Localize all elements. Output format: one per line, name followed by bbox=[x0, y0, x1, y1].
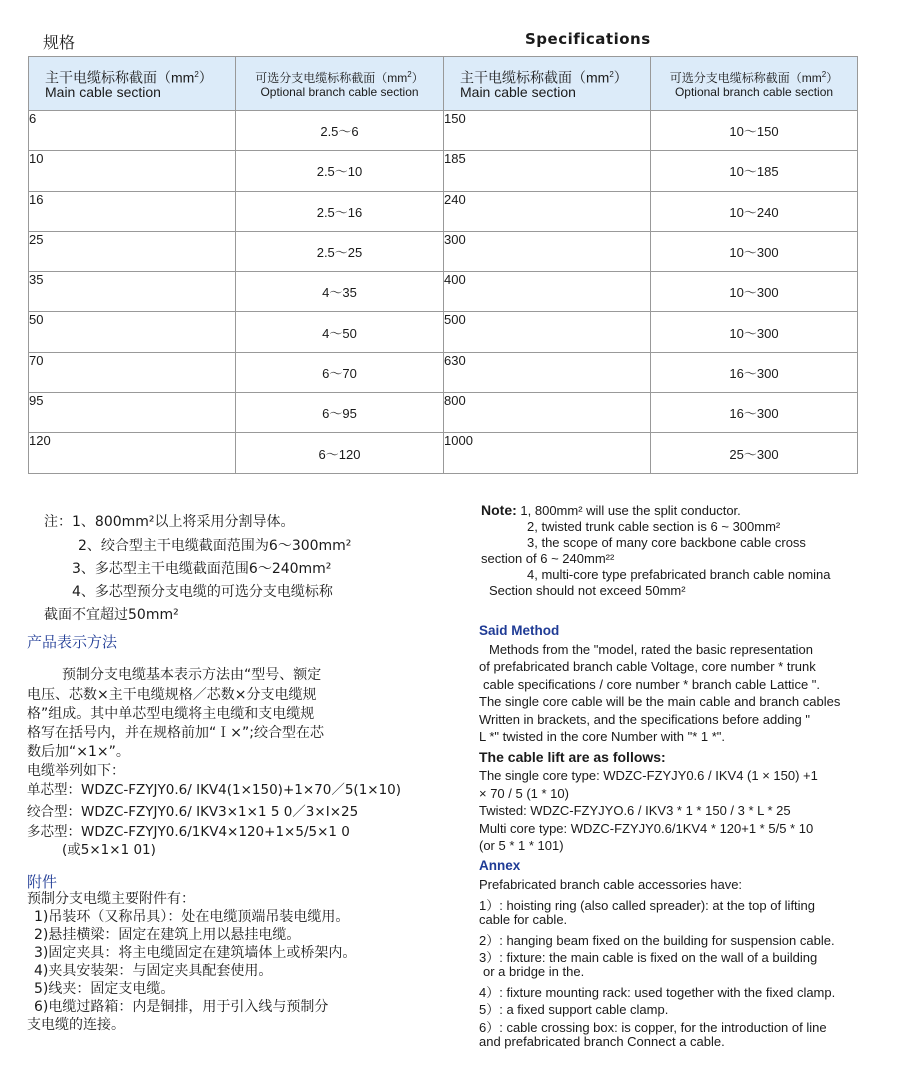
cell-main-section: 6 bbox=[29, 111, 236, 151]
en-note-line: section of 6 ~ 240mm²² bbox=[481, 551, 615, 566]
en-note-line: 3, the scope of many core backbone cable cross bbox=[527, 535, 806, 550]
cn-example-alt: (或5×1×1 01) bbox=[62, 842, 156, 858]
header-close: ） bbox=[411, 71, 424, 85]
cell-main-section: 95 bbox=[29, 393, 236, 433]
cell-main-section: 35 bbox=[29, 272, 236, 312]
cell-main-section: 16 bbox=[29, 191, 236, 231]
cell-branch-section: 4～35 bbox=[236, 272, 444, 312]
cn-method-line: 电缆举列如下： bbox=[27, 763, 125, 779]
en-annex-line: 6）: cable crossing box: is copper, for the introduction of line bbox=[479, 1020, 827, 1035]
cell-branch-section: 6～120 bbox=[236, 433, 444, 473]
cell-main-section: 10 bbox=[29, 151, 236, 191]
header-sup: 2 bbox=[407, 70, 412, 79]
cell-branch-section: 6～95 bbox=[236, 393, 444, 433]
cn-method-line: 数后加“×1×”。 bbox=[27, 744, 130, 760]
cn-annex-line: 5)线夹：固定支电缆。 bbox=[34, 981, 175, 997]
en-method-line: The single core cable will be the main cable and branch cables bbox=[479, 694, 841, 709]
cell-branch-section-2: 10～185 bbox=[651, 151, 858, 191]
header-en: Main cable section bbox=[460, 84, 576, 101]
header-close: ） bbox=[198, 69, 213, 86]
en-note-line: 1, 800mm² will use the split conductor. bbox=[520, 503, 741, 518]
en-lift-line: Twisted: WDZC-FZYJYO.6 / IKV3 * 1 * 150 / 3 * L * 25 bbox=[479, 803, 791, 818]
cn-method-line: 格写在括号内，并在规格前加“Ｉ×”;绞合型在芯 bbox=[27, 725, 324, 741]
cell-branch-section-2: 10～300 bbox=[651, 312, 858, 352]
cell-branch-section: 2.5～25 bbox=[236, 231, 444, 271]
header-cn: 可选分支电缆标称截面（mm bbox=[669, 71, 822, 85]
header-close: ） bbox=[613, 69, 628, 86]
cell-main-section-2: 300 bbox=[444, 231, 651, 271]
cn-annex-line: 3)固定夹具：将主电缆固定在建筑墙体上或桥架内。 bbox=[34, 945, 357, 961]
cell-main-section-2: 500 bbox=[444, 312, 651, 352]
cn-note-line: 截面不宜超过50mm² bbox=[44, 607, 179, 623]
en-annex-line: and prefabricated branch Connect a cable. bbox=[479, 1034, 725, 1049]
en-annex-line: 4）: fixture mounting rack: used together with the fixed clamp. bbox=[479, 985, 836, 1000]
cn-example-single: 单芯型：WDZC-FZYJY0.6/ IKV4(1×150)+1×70／5(1×10) bbox=[27, 782, 402, 798]
cell-branch-section: 4～50 bbox=[236, 312, 444, 352]
cell-main-section-2: 240 bbox=[444, 191, 651, 231]
en-note-line: 2, twisted trunk cable section is 6 ~ 300mm² bbox=[527, 519, 781, 534]
table-row bbox=[29, 312, 858, 352]
cn-example-twisted: 绞合型：WDZC-FZYJY0.6/ IKV3×1×1 5 0／3×I×25 bbox=[27, 804, 359, 820]
header-cn: 可选分支电缆标称截面（mm bbox=[255, 71, 408, 85]
cell-branch-section-2: 25～300 bbox=[651, 433, 858, 473]
cn-annex-line: 预制分支电缆主要附件有： bbox=[27, 891, 195, 907]
cell-main-section-2: 185 bbox=[444, 151, 651, 191]
header-main-section-2 bbox=[444, 57, 651, 111]
cn-example-multi: 多芯型：WDZC-FZYJY0.6/1KV4×120+1×5/5×1 0 bbox=[27, 824, 350, 840]
en-annex-line: 3）: fixture: the main cable is fixed on the wall of a building bbox=[479, 950, 818, 965]
cn-annex-line: 2)悬挂横梁：固定在建筑上用以悬挂电缆。 bbox=[34, 927, 301, 943]
header-en: Optional branch cable section bbox=[260, 85, 419, 99]
header-en: Optional branch cable section bbox=[674, 85, 834, 99]
cell-branch-section: 2.5～10 bbox=[236, 151, 444, 191]
table-row bbox=[29, 191, 858, 231]
table-row bbox=[29, 111, 858, 151]
cn-note-line: 2、绞合型主干电缆截面范围为6～300mm² bbox=[78, 538, 352, 554]
cell-main-section: 120 bbox=[29, 433, 236, 473]
en-note-line: Section should not exceed 50mm² bbox=[489, 583, 686, 598]
cn-annex-line: 4)夹具安装架：与固定夹具配套使用。 bbox=[34, 963, 273, 979]
cell-branch-section: 2.5～16 bbox=[236, 191, 444, 231]
cn-method-line: 格”组成。其中单芯型电缆将主电缆和支电缆规 bbox=[27, 706, 315, 722]
cell-main-section: 50 bbox=[29, 312, 236, 352]
header-main-section bbox=[29, 57, 236, 111]
en-method-line: Methods from the "model, rated the basic representation bbox=[489, 642, 814, 657]
cell-main-section-2: 150 bbox=[444, 111, 651, 151]
cell-branch-section: 6～70 bbox=[236, 352, 444, 392]
en-lift-line: Multi core type: WDZC-FZYJY0.6/1KV4 * 120+1 * 5/5 * 10 bbox=[479, 821, 814, 836]
en-method-line: Written in brackets, and the specifications before adding " bbox=[479, 712, 811, 727]
en-method-line: of prefabricated branch cable Voltage, core number * trunk bbox=[479, 659, 816, 674]
table-row bbox=[29, 393, 858, 433]
en-lift-line: (or 5 * 1 * 101) bbox=[479, 838, 564, 853]
header-sup: 2 bbox=[821, 70, 827, 79]
header-branch-section bbox=[236, 57, 444, 111]
en-lift-heading: The cable lift are as follows: bbox=[479, 749, 666, 765]
table-header-row bbox=[29, 57, 858, 111]
table-row bbox=[29, 433, 858, 473]
cell-main-section-2: 630 bbox=[444, 352, 651, 392]
en-lift-line: × 70 / 5 (1 * 10) bbox=[479, 786, 569, 801]
cell-branch-section-2: 10～300 bbox=[651, 231, 858, 271]
page-title-cn: 规格 bbox=[43, 33, 76, 52]
header-branch-section-2 bbox=[651, 57, 858, 111]
cn-annex-line: 支电缆的连接。 bbox=[27, 1017, 125, 1033]
en-note-label: Note: bbox=[481, 502, 517, 518]
cell-main-section-2: 400 bbox=[444, 272, 651, 312]
table-row bbox=[29, 151, 858, 191]
cn-note-line: 注：1、800mm²以上将采用分割导体。 bbox=[44, 514, 295, 530]
cn-note-line: 4、多芯型预分支电缆的可选分支电缆标称 bbox=[72, 584, 333, 600]
header-cn: 主干电缆标称截面（mm bbox=[460, 69, 610, 86]
header-cn: 主干电缆标称截面（mm bbox=[45, 69, 195, 86]
table-row bbox=[29, 352, 858, 392]
en-annex-line: or a bridge in the. bbox=[483, 964, 585, 979]
en-annex-line: 2）: hanging beam fixed on the building for suspension cable. bbox=[479, 933, 835, 948]
cn-annex-heading: 附件 bbox=[27, 873, 58, 891]
en-lift-line: The single core type: WDZC-FZYJY0.6 / IKV4 (1 × 150) +1 bbox=[479, 768, 818, 783]
specifications-table bbox=[28, 56, 858, 474]
en-method-heading: Said Method bbox=[479, 623, 560, 638]
table-row bbox=[29, 231, 858, 271]
en-annex-line: 5）: a fixed support cable clamp. bbox=[479, 1002, 669, 1017]
cn-method-line: 预制分支电缆基本表示方法由“型号、额定 bbox=[62, 667, 322, 683]
cell-branch-section-2: 16～300 bbox=[651, 393, 858, 433]
cell-branch-section: 2.5～6 bbox=[236, 111, 444, 151]
cn-annex-line: 6)电缆过路箱：内是铜排，用于引入线与预制分 bbox=[34, 999, 329, 1015]
cn-method-heading: 产品表示方法 bbox=[27, 633, 118, 651]
cn-note-line: 3、多芯型主干电缆截面范围6～240mm² bbox=[72, 561, 332, 577]
header-en: Main cable section bbox=[45, 84, 161, 101]
page-title-en: Specifications bbox=[525, 30, 651, 48]
cell-main-section: 70 bbox=[29, 352, 236, 392]
en-annex-heading: Annex bbox=[479, 858, 521, 873]
cn-method-line: 电压、芯数×主干电缆规格／芯数×分支电缆规 bbox=[27, 687, 317, 703]
cell-main-section: 25 bbox=[29, 231, 236, 271]
header-sup: 2 bbox=[194, 69, 199, 79]
table-body bbox=[29, 111, 858, 474]
en-annex-line: Prefabricated branch cable accessories have: bbox=[479, 877, 743, 892]
en-annex-line: cable for cable. bbox=[479, 912, 568, 927]
header-sup: 2 bbox=[609, 69, 614, 79]
cell-branch-section-2: 10～150 bbox=[651, 111, 858, 151]
en-note-line: 4, multi-core type prefabricated branch cable nomina bbox=[527, 567, 831, 582]
cell-branch-section-2: 10～300 bbox=[651, 272, 858, 312]
table-row bbox=[29, 272, 858, 312]
en-method-line: cable specifications / core number * branch cable Lattice ". bbox=[483, 677, 821, 692]
header-close: ） bbox=[826, 71, 839, 85]
en-method-line: L *" twisted in the core Number with "* 1 *". bbox=[479, 729, 726, 744]
en-annex-line: 1）: hoisting ring (also called spreader): at the top of lifting bbox=[479, 898, 816, 913]
cell-main-section-2: 1000 bbox=[444, 433, 651, 473]
cn-annex-line: 1)吊装环（又称吊具）：处在电缆顶端吊装电缆用。 bbox=[34, 909, 350, 925]
cell-branch-section-2: 16～300 bbox=[651, 352, 858, 392]
cell-branch-section-2: 10～240 bbox=[651, 191, 858, 231]
cell-main-section-2: 800 bbox=[444, 393, 651, 433]
